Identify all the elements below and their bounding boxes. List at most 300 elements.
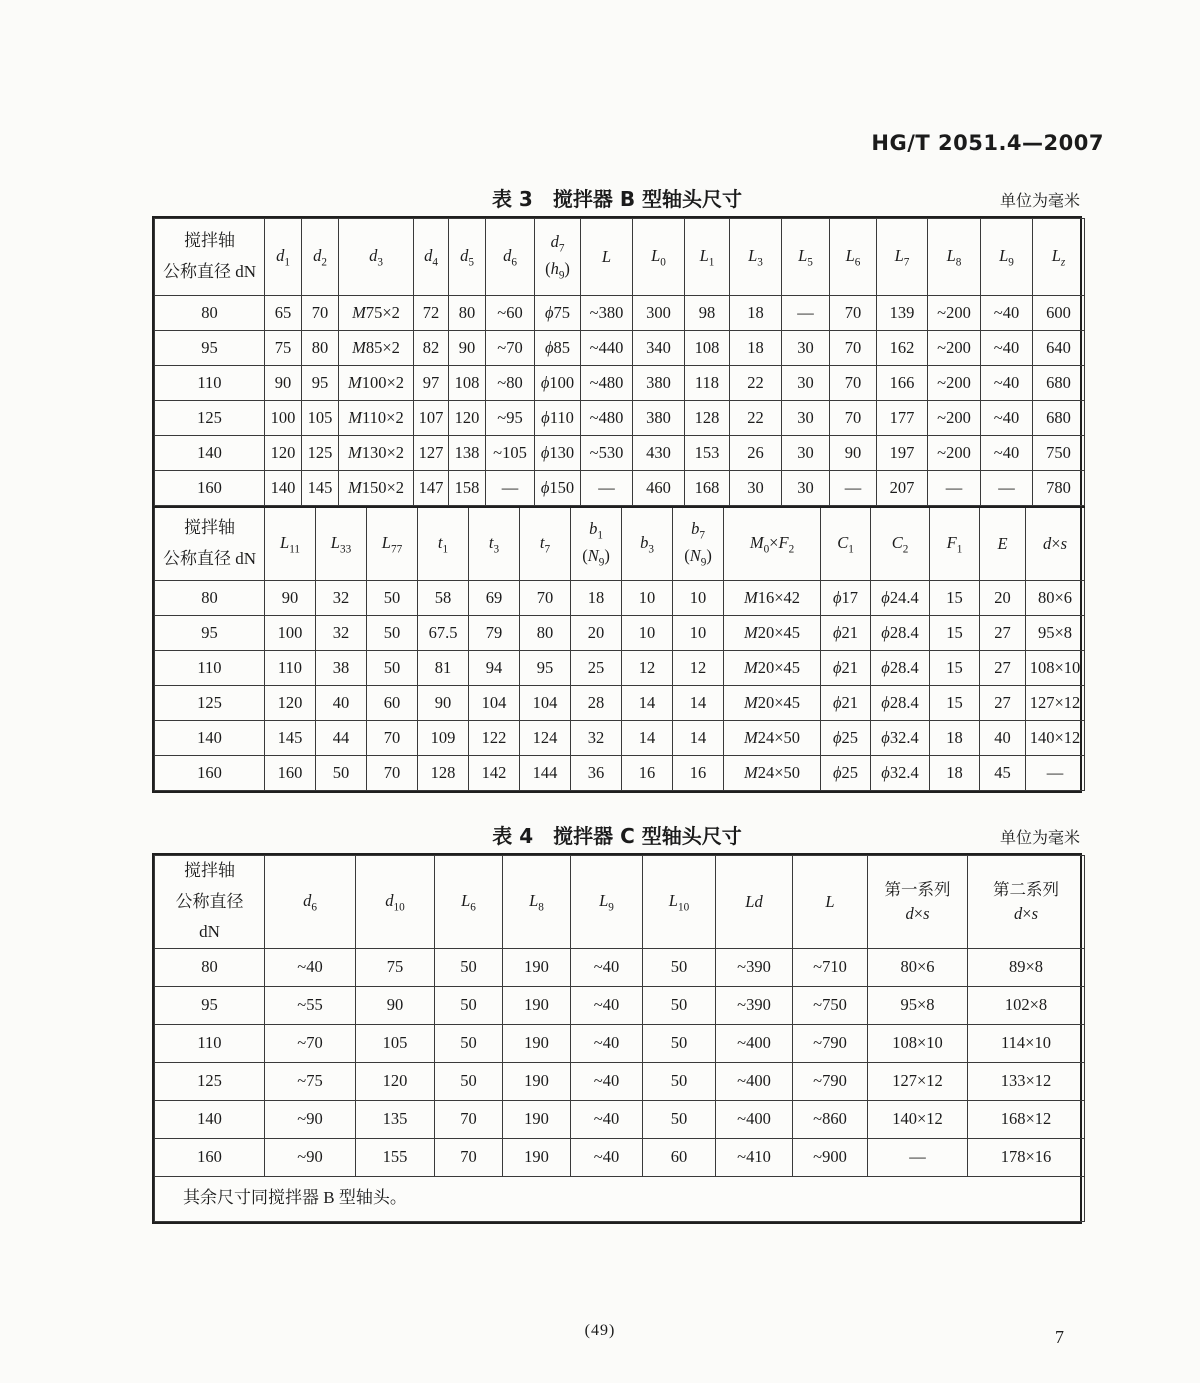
data-cell: ~200 — [928, 296, 981, 331]
data-cell: 300 — [633, 296, 685, 331]
data-cell: 120 — [356, 1062, 435, 1100]
data-cell: 50 — [435, 1062, 503, 1100]
data-cell: 18 — [730, 331, 782, 366]
data-cell: 50 — [435, 1024, 503, 1062]
col-header: $L_8$ — [503, 856, 571, 949]
data-cell: ϕ130 — [535, 436, 581, 471]
data-cell: 108 — [449, 366, 486, 401]
data-cell: 60 — [367, 686, 418, 721]
data-cell: 36 — [571, 756, 622, 791]
data-cell: 110 — [265, 651, 316, 686]
data-cell: M20×45 — [724, 686, 821, 721]
data-cell: 108×10 — [868, 1024, 968, 1062]
table3-title: 搅拌器 B 型轴头尺寸 — [552, 187, 743, 211]
data-cell: ~200 — [928, 401, 981, 436]
data-cell: ϕ28.4 — [871, 651, 930, 686]
data-cell: 22 — [730, 401, 782, 436]
col-header: $M_0\times F_2$ — [724, 507, 821, 581]
table-row — [155, 948, 1085, 986]
data-cell: 80 — [520, 616, 571, 651]
data-cell: 70 — [435, 1138, 503, 1176]
data-cell: 82 — [414, 331, 449, 366]
data-cell: 102×8 — [968, 986, 1085, 1024]
data-cell: ϕ32.4 — [871, 721, 930, 756]
data-cell: 80 — [302, 331, 339, 366]
data-cell: 190 — [503, 1138, 571, 1176]
data-cell: ϕ85 — [535, 331, 581, 366]
data-cell: 138 — [449, 436, 486, 471]
data-cell: 70 — [367, 756, 418, 791]
table-row — [155, 651, 1085, 686]
data-cell: 10 — [622, 581, 673, 616]
table-row — [155, 986, 1085, 1024]
row-key-cell: 80 — [155, 581, 265, 616]
data-cell: M75×2 — [339, 296, 414, 331]
data-cell: ~200 — [928, 366, 981, 401]
data-cell: ~40 — [571, 1024, 643, 1062]
table-row — [155, 616, 1085, 651]
table4 — [152, 853, 1082, 1224]
table-row — [155, 581, 1085, 616]
data-cell: 90 — [265, 581, 316, 616]
data-cell: 18 — [930, 756, 980, 791]
data-cell: ~70 — [486, 331, 535, 366]
table4-note: 其余尺寸同搅拌器 B 型轴头。 — [155, 1176, 1085, 1221]
table-row — [155, 686, 1085, 721]
col-header: $L_{33}$ — [316, 507, 367, 581]
data-cell: 90 — [830, 436, 877, 471]
col-header: $d_2$ — [302, 219, 339, 296]
data-cell: 16 — [622, 756, 673, 791]
data-cell: 190 — [503, 948, 571, 986]
data-cell: 190 — [503, 986, 571, 1024]
row-key-cell: 160 — [155, 756, 265, 791]
data-cell: 142 — [469, 756, 520, 791]
data-cell: ~790 — [793, 1024, 868, 1062]
data-cell: 380 — [633, 366, 685, 401]
col-header: 第二系列 d×s — [968, 856, 1085, 949]
data-cell: ~790 — [793, 1062, 868, 1100]
row-key-cell: 95 — [155, 616, 265, 651]
data-cell: ϕ75 — [535, 296, 581, 331]
data-cell: 430 — [633, 436, 685, 471]
data-cell: ~530 — [581, 436, 633, 471]
data-cell: 50 — [643, 1062, 716, 1100]
data-cell: 50 — [367, 581, 418, 616]
data-cell: 135 — [356, 1100, 435, 1138]
data-cell: 70 — [830, 401, 877, 436]
col-header: $L_{77}$ — [367, 507, 418, 581]
data-cell: 40 — [316, 686, 367, 721]
data-cell: 98 — [685, 296, 730, 331]
table4-unit-note: 单位为毫米 — [999, 830, 1080, 847]
data-cell: M24×50 — [724, 756, 821, 791]
row-key-cell: 110 — [155, 366, 265, 401]
data-cell: M130×2 — [339, 436, 414, 471]
data-cell: 30 — [782, 331, 830, 366]
data-cell: 27 — [980, 651, 1026, 686]
col-header: $L_{10}$ — [643, 856, 716, 949]
data-cell: ~40 — [981, 436, 1033, 471]
data-cell: ϕ21 — [821, 616, 871, 651]
data-cell: ~480 — [581, 366, 633, 401]
data-cell: 30 — [782, 401, 830, 436]
col-header: $t_7$ — [520, 507, 571, 581]
table-row — [155, 721, 1085, 756]
data-cell: 38 — [316, 651, 367, 686]
data-cell: 30 — [730, 471, 782, 506]
data-cell: 120 — [449, 401, 486, 436]
table-row — [155, 436, 1085, 471]
table3 — [152, 216, 1082, 793]
data-cell: ~95 — [486, 401, 535, 436]
data-cell: 124 — [520, 721, 571, 756]
row-key-cell: 110 — [155, 651, 265, 686]
data-cell: ~40 — [981, 331, 1033, 366]
data-cell: ~80 — [486, 366, 535, 401]
data-cell: 65 — [265, 296, 302, 331]
data-cell: 70 — [830, 366, 877, 401]
data-cell: 44 — [316, 721, 367, 756]
data-cell: 127×12 — [1026, 686, 1085, 721]
data-cell: ~390 — [716, 948, 793, 986]
data-cell: 12 — [673, 651, 724, 686]
data-cell: ~390 — [716, 986, 793, 1024]
data-cell: 75 — [356, 948, 435, 986]
row-key-cell: 80 — [155, 296, 265, 331]
data-cell: 128 — [418, 756, 469, 791]
col-header: $t_1$ — [418, 507, 469, 581]
col-header: $L_3$ — [730, 219, 782, 296]
col-header: $L_{11}$ — [265, 507, 316, 581]
table4-title: 搅拌器 C 型轴头尺寸 — [553, 824, 742, 848]
data-cell: ~200 — [928, 436, 981, 471]
data-cell: 147 — [414, 471, 449, 506]
data-cell: 114×10 — [968, 1024, 1085, 1062]
data-cell: ϕ110 — [535, 401, 581, 436]
data-cell: 70 — [520, 581, 571, 616]
data-cell: 50 — [316, 756, 367, 791]
data-cell: 70 — [367, 721, 418, 756]
data-cell: 15 — [930, 686, 980, 721]
table3-part2 — [154, 506, 1085, 791]
data-cell: ~90 — [265, 1100, 356, 1138]
col-header: $L_9$ — [571, 856, 643, 949]
table3-part2-body — [155, 581, 1085, 791]
table4-body — [155, 948, 1085, 1176]
row-key-cell: 110 — [155, 1024, 265, 1062]
table-row — [155, 1062, 1085, 1100]
data-cell: 12 — [622, 651, 673, 686]
col-header: $C_1$ — [821, 507, 871, 581]
data-cell: 28 — [571, 686, 622, 721]
data-cell: 10 — [673, 616, 724, 651]
data-cell: 168×12 — [968, 1100, 1085, 1138]
data-cell: ~440 — [581, 331, 633, 366]
data-cell: 118 — [685, 366, 730, 401]
data-cell: 50 — [643, 1024, 716, 1062]
col-header: $L_1$ — [685, 219, 730, 296]
data-cell: ~40 — [571, 1138, 643, 1176]
data-cell: 90 — [356, 986, 435, 1024]
row-key-cell: 160 — [155, 1138, 265, 1176]
data-cell: ~40 — [571, 986, 643, 1024]
data-cell: ϕ17 — [821, 581, 871, 616]
col-header: $b_1$ $(N_9)$ — [571, 507, 622, 581]
data-cell: 14 — [673, 721, 724, 756]
data-cell: 120 — [265, 436, 302, 471]
data-cell: ~750 — [793, 986, 868, 1024]
data-cell: 190 — [503, 1062, 571, 1100]
data-cell: ~900 — [793, 1138, 868, 1176]
stub-header: 搅拌轴 公称直径 dN — [155, 219, 265, 296]
row-key-cell: 125 — [155, 401, 265, 436]
data-cell: 127 — [414, 436, 449, 471]
data-cell: 145 — [265, 721, 316, 756]
data-cell: 90 — [418, 686, 469, 721]
data-cell: 153 — [685, 436, 730, 471]
data-cell: 133×12 — [968, 1062, 1085, 1100]
data-cell: ϕ21 — [821, 651, 871, 686]
table3-part1-header-row — [155, 219, 1085, 296]
data-cell: 80 — [449, 296, 486, 331]
table-row — [155, 366, 1085, 401]
table4-caption-row — [152, 817, 1082, 849]
data-cell: 108 — [685, 331, 730, 366]
table3-part1 — [154, 218, 1085, 506]
data-cell: 72 — [414, 296, 449, 331]
data-cell: 140×12 — [1026, 721, 1085, 756]
data-cell: 95 — [520, 651, 571, 686]
data-cell: ~55 — [265, 986, 356, 1024]
data-cell: 104 — [520, 686, 571, 721]
data-cell: 600 — [1033, 296, 1085, 331]
col-header: $L_9$ — [981, 219, 1033, 296]
data-cell: 128 — [685, 401, 730, 436]
col-header: $t_3$ — [469, 507, 520, 581]
data-cell: 95×8 — [868, 986, 968, 1024]
data-cell: M100×2 — [339, 366, 414, 401]
data-cell: ~410 — [716, 1138, 793, 1176]
data-cell: 780 — [1033, 471, 1085, 506]
data-cell: 50 — [367, 616, 418, 651]
data-cell: 60 — [643, 1138, 716, 1176]
col-header: $d_6$ — [486, 219, 535, 296]
data-cell: ϕ24.4 — [871, 581, 930, 616]
data-cell: ~860 — [793, 1100, 868, 1138]
data-cell: 680 — [1033, 366, 1085, 401]
data-cell: 190 — [503, 1100, 571, 1138]
data-cell: ~75 — [265, 1062, 356, 1100]
table3-unit-note: 单位为毫米 — [999, 193, 1080, 210]
col-header: $d_4$ — [414, 219, 449, 296]
table-row — [155, 331, 1085, 366]
data-cell: ~710 — [793, 948, 868, 986]
data-cell: 160 — [265, 756, 316, 791]
stub-header: 搅拌轴 公称直径 dN — [155, 856, 265, 949]
data-cell: 50 — [643, 948, 716, 986]
data-cell: — — [581, 471, 633, 506]
data-cell: 27 — [980, 616, 1026, 651]
data-cell: ~40 — [981, 366, 1033, 401]
col-header: Ld — [716, 856, 793, 949]
data-cell: 50 — [435, 986, 503, 1024]
data-cell: 104 — [469, 686, 520, 721]
col-header: $d_3$ — [339, 219, 414, 296]
data-cell: 15 — [930, 616, 980, 651]
row-key-cell: 125 — [155, 1062, 265, 1100]
data-cell: 32 — [316, 616, 367, 651]
data-cell: M20×45 — [724, 616, 821, 651]
data-cell: 100 — [265, 616, 316, 651]
data-cell: 32 — [571, 721, 622, 756]
data-cell: 144 — [520, 756, 571, 791]
data-cell: 158 — [449, 471, 486, 506]
data-cell: 162 — [877, 331, 928, 366]
col-header: $d_{10}$ — [356, 856, 435, 949]
data-cell: 20 — [571, 616, 622, 651]
table-row — [155, 471, 1085, 506]
footer-page-number: 7 — [1055, 1327, 1064, 1347]
col-header: $L_5$ — [782, 219, 830, 296]
data-cell: ϕ28.4 — [871, 686, 930, 721]
data-cell: 155 — [356, 1138, 435, 1176]
data-cell: 122 — [469, 721, 520, 756]
table3-caption-row — [152, 180, 1082, 212]
data-cell: 70 — [302, 296, 339, 331]
data-cell: 32 — [316, 581, 367, 616]
data-cell: 640 — [1033, 331, 1085, 366]
row-key-cell: 140 — [155, 436, 265, 471]
data-cell: 30 — [782, 366, 830, 401]
data-cell: 140×12 — [868, 1100, 968, 1138]
data-cell: 26 — [730, 436, 782, 471]
data-cell: 22 — [730, 366, 782, 401]
data-cell: 50 — [643, 986, 716, 1024]
data-cell: 70 — [435, 1100, 503, 1138]
data-cell: 18 — [930, 721, 980, 756]
col-header: E — [980, 507, 1026, 581]
data-cell: — — [928, 471, 981, 506]
table-row — [155, 296, 1085, 331]
data-cell: 18 — [730, 296, 782, 331]
data-cell: ~70 — [265, 1024, 356, 1062]
data-cell: 109 — [418, 721, 469, 756]
col-header: $L_6$ — [830, 219, 877, 296]
data-cell: 95 — [302, 366, 339, 401]
data-cell: 40 — [980, 721, 1026, 756]
row-key-cell: 95 — [155, 331, 265, 366]
data-cell: 107 — [414, 401, 449, 436]
data-cell: 178×16 — [968, 1138, 1085, 1176]
data-cell: ~480 — [581, 401, 633, 436]
data-cell: 30 — [782, 471, 830, 506]
data-cell: 108×10 — [1026, 651, 1085, 686]
data-cell: ~40 — [981, 296, 1033, 331]
data-cell: 94 — [469, 651, 520, 686]
data-cell: 58 — [418, 581, 469, 616]
data-cell: 45 — [980, 756, 1026, 791]
data-cell: 69 — [469, 581, 520, 616]
col-header: $F_1$ — [930, 507, 980, 581]
data-cell: ~40 — [981, 401, 1033, 436]
data-cell: 18 — [571, 581, 622, 616]
table-row — [155, 1024, 1085, 1062]
data-cell: 105 — [302, 401, 339, 436]
data-cell: ~380 — [581, 296, 633, 331]
data-cell: 14 — [622, 721, 673, 756]
data-cell: ϕ25 — [821, 721, 871, 756]
data-cell: 105 — [356, 1024, 435, 1062]
page-content — [152, 180, 1082, 1224]
table-row — [155, 756, 1085, 791]
table4-header-row — [155, 856, 1085, 949]
data-cell: 127×12 — [868, 1062, 968, 1100]
data-cell: ~400 — [716, 1024, 793, 1062]
col-header: $L_8$ — [928, 219, 981, 296]
data-cell: 95×8 — [1026, 616, 1085, 651]
data-cell: 197 — [877, 436, 928, 471]
data-cell: ~105 — [486, 436, 535, 471]
data-cell: 680 — [1033, 401, 1085, 436]
data-cell: 27 — [980, 686, 1026, 721]
data-cell: M110×2 — [339, 401, 414, 436]
col-header: L — [581, 219, 633, 296]
col-header: $L_0$ — [633, 219, 685, 296]
data-cell: 25 — [571, 651, 622, 686]
table4-grid — [154, 855, 1085, 1222]
data-cell: 460 — [633, 471, 685, 506]
data-cell: — — [782, 296, 830, 331]
data-cell: ϕ100 — [535, 366, 581, 401]
data-cell: ϕ25 — [821, 756, 871, 791]
col-header: $b_3$ — [622, 507, 673, 581]
data-cell: ~40 — [265, 948, 356, 986]
table-row — [155, 1100, 1085, 1138]
data-cell: 90 — [265, 366, 302, 401]
row-key-cell: 125 — [155, 686, 265, 721]
table-row — [155, 1138, 1085, 1176]
data-cell: ϕ28.4 — [871, 616, 930, 651]
table-row — [155, 401, 1085, 436]
col-header: $d_7$ $(h_9)$ — [535, 219, 581, 296]
data-cell: 80×6 — [1026, 581, 1085, 616]
data-cell: 80×6 — [868, 948, 968, 986]
data-cell: 750 — [1033, 436, 1085, 471]
data-cell: 50 — [435, 948, 503, 986]
table3-label: 表 3 — [491, 187, 533, 211]
data-cell: ~90 — [265, 1138, 356, 1176]
data-cell: 145 — [302, 471, 339, 506]
col-header: d×s — [1026, 507, 1085, 581]
data-cell: 190 — [503, 1024, 571, 1062]
data-cell: M150×2 — [339, 471, 414, 506]
data-cell: 97 — [414, 366, 449, 401]
col-header: $C_2$ — [871, 507, 930, 581]
stub-header: 搅拌轴 公称直径 dN — [155, 507, 265, 581]
data-cell: ~40 — [571, 948, 643, 986]
data-cell: 10 — [673, 581, 724, 616]
data-cell: — — [868, 1138, 968, 1176]
col-header: 第一系列 d×s — [868, 856, 968, 949]
data-cell: M85×2 — [339, 331, 414, 366]
data-cell: ~60 — [486, 296, 535, 331]
col-header: $L_7$ — [877, 219, 928, 296]
table4-note-row — [155, 1176, 1085, 1221]
data-cell: ϕ32.4 — [871, 756, 930, 791]
data-cell: 30 — [782, 436, 830, 471]
data-cell: — — [981, 471, 1033, 506]
